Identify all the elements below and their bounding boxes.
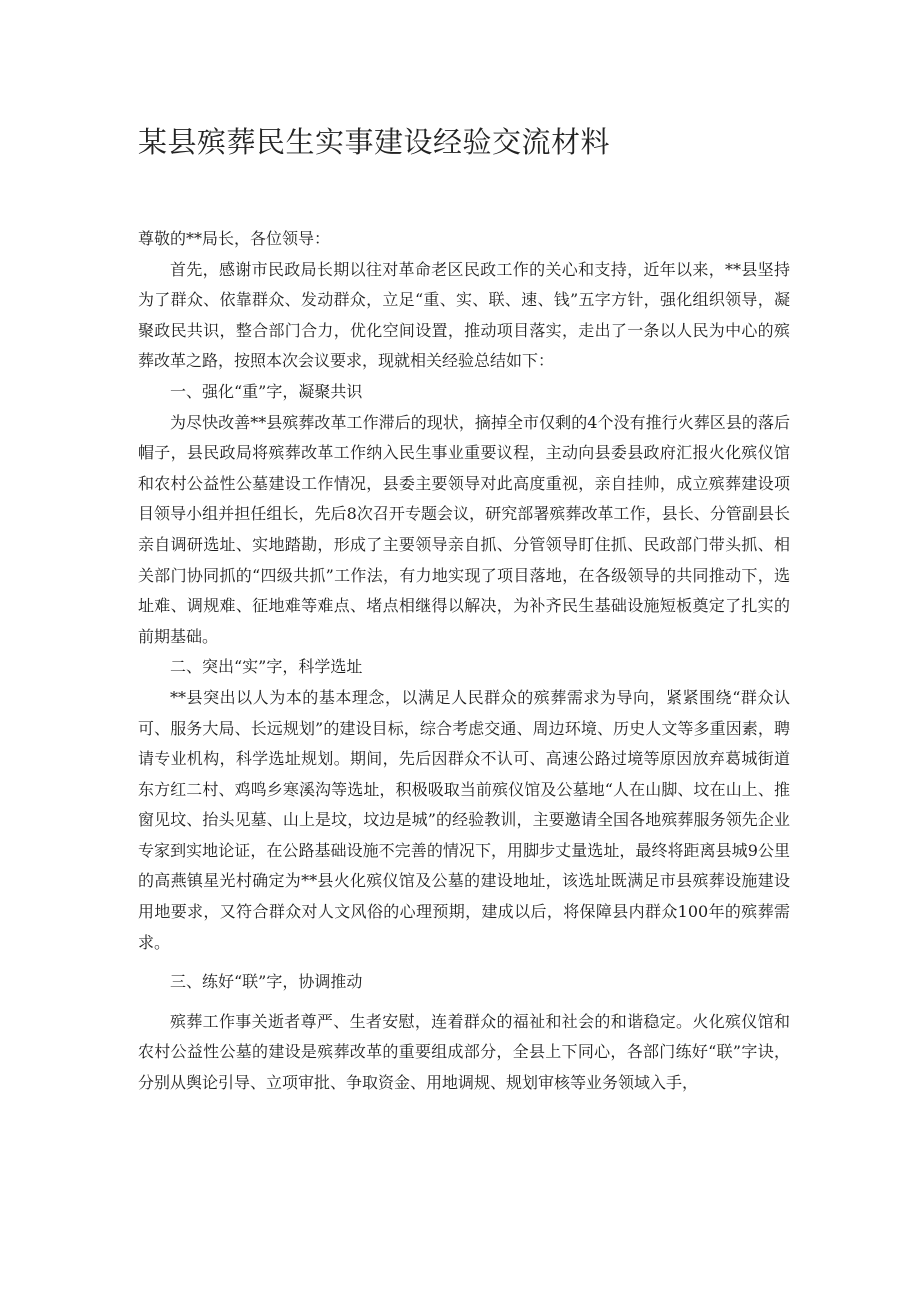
section-2-paragraph: **县突出以人为本的基本理念，以满足人民群众的殡葬需求为导向，紧紧围绕“群众认可、服务大局、长远规划”的建设目标，综合考虑交通、周边环境、历史人文等多重因素，聘请专业机构，科学选址规划。期间，先后因群众不认可、高速公路过境等原因放弃葛城街道东方红二村、鸡鸣乡寒溪沟等选址，积极吸取当前殡仪馆及公墓地“人在山脚、坟在山上、推窗见坟、抬头见墓、山上是坟，坟边是城”的经验教训，主要邀请全国各地殡葬服务领先企业专家到实地论证，在公路基础设施不完善的情况下，用脚步丈量选址，最终将距离县城9公里的高燕镇星光村确定为**县火化殡仪馆及公墓的建设地址，该选址既满足市县殡葬设施建设用地要求，又符合群众对人文风俗的心理预期，建成以后，将保障县内群众100年的殡葬需求。 [138,687,790,952]
page-title: 某县殡葬民生实事建设经验交流材料 [138,125,611,159]
section-1-paragraph: 为尽快改善**县殡葬改革工作滞后的现状，摘掉全市仅剩的4个没有推行火葬区县的落后帽子，县民政局将殡葬改革工作纳入民生事业重要议程，主动向县委县政府汇报火化殡仪馆和农村公益性公墓建设工作情况，县委主要领导对此高度重视，亲自挂帅，成立殡葬建设项目领导小组并担任组长，先后8次召开专题会议，研究部署殡葬改革工作，县长、分管副县长亲自调研选址、实地踏勘，形成了主要领导亲自抓、分管领导盯住抓、民政部门带头抓、相关部门协同抓的“四级共抓”工作法，有力地实现了项目落地，在各级领导的共同推动下，选址难、调规难、征地难等难点、堵点相继得以解决，为补齐民生基础设施短板奠定了扎实的前期基础。 [138,412,790,646]
section-1-heading: 一、强化“重”字，凝聚共识 [170,381,363,401]
document-body [138,224,790,1099]
intro-paragraph: 首先，感谢市民政局长期以往对革命老区民政工作的关心和支持，近年以来，**县坚持为了群众、依靠群众、发动群众，立足“重、实、联、速、钱”五字方针，强化组织领导，凝聚政民共识，整合部门合力，优化空间设置，推动项目落实，走出了一条以人民为中心的殡葬改革之路，按照本次会议要求，现就相关经验总结如下： [138,259,790,371]
salutation: 尊敬的**局长，各位领导： [138,229,331,248]
section-3-paragraph: 殡葬工作事关逝者尊严、生者安慰，连着群众的福祉和社会的和谐稳定。火化殡仪馆和农村公益性公墓的建设是殡葬改革的重要组成部分，全县上下同心，各部门练好“联”字诀，分别从舆论引导、立项审批、争取资金、用地调规、规划审核等业务领域入手， [138,1011,790,1093]
section-2-heading: 二、突出“实”字，科学选址 [170,657,363,677]
section-3-heading: 三、练好“联”字，协调推动 [170,972,363,992]
